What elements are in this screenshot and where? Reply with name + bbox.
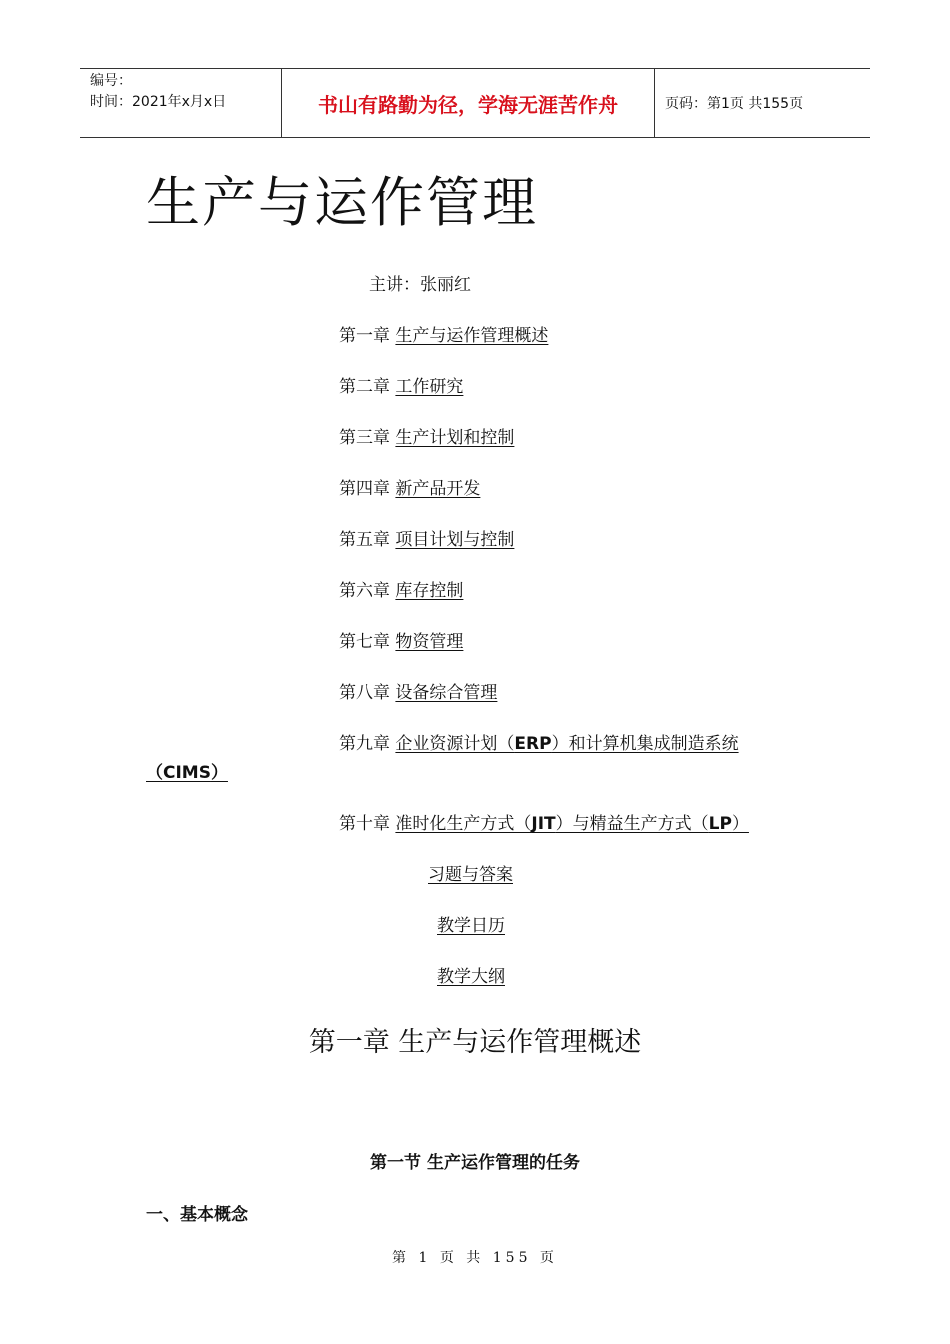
toc-link[interactable]: 库存控制: [395, 581, 464, 601]
toc-item-9-continuation[interactable]: [146, 762, 228, 784]
toc-chapter-number: 第六章: [339, 581, 390, 601]
time-label: 时间：2021年x月x日: [90, 94, 227, 110]
toc-link[interactable]: 项目计划与控制: [395, 530, 515, 550]
toc-item-1[interactable]: [339, 325, 548, 347]
toc-link[interactable]: 新产品开发: [395, 479, 481, 499]
chapter-heading: 第一章 生产与运作管理概述: [308, 1027, 642, 1058]
extra-link-exercises[interactable]: [428, 864, 513, 886]
toc-link[interactable]: 生产计划和控制: [395, 428, 515, 448]
toc-chapter-number: 第七章: [339, 632, 390, 652]
toc-chapter-number: 第二章: [339, 377, 390, 397]
toc-link[interactable]: 工作研究: [395, 377, 464, 397]
header-motto: 书山有路勤为径，学海无涯苦作舟: [281, 69, 655, 137]
header-page-info: 页码：第1页 共155页: [665, 96, 804, 112]
toc-item-8[interactable]: [339, 682, 497, 704]
toc-link[interactable]: 物资管理: [395, 632, 464, 652]
toc-item-5[interactable]: [339, 529, 514, 551]
subsection-heading: 一、基本概念: [146, 1205, 248, 1225]
toc-item-2[interactable]: [339, 376, 463, 398]
toc-chapter-number: 第八章: [339, 683, 390, 703]
toc-chapter-number: 第一章: [339, 326, 390, 346]
page-header: [80, 68, 870, 138]
toc-item-9[interactable]: [339, 733, 739, 755]
toc-item-7[interactable]: [339, 631, 463, 653]
extra-link-label[interactable]: 教学日历: [437, 916, 505, 936]
toc-item-4[interactable]: [339, 478, 480, 500]
section-heading: 第一节 生产运作管理的任务: [370, 1153, 580, 1173]
toc-link-continuation[interactable]: （CIMS）: [146, 763, 228, 783]
toc-link[interactable]: 准时化生产方式（JIT）与精益生产方式（LP）: [395, 814, 749, 834]
extra-link-label[interactable]: 习题与答案: [428, 865, 513, 885]
toc-chapter-number: 第四章: [339, 479, 390, 499]
toc-chapter-number: 第九章: [339, 734, 390, 754]
toc-link[interactable]: 生产与运作管理概述: [395, 326, 549, 346]
document-title: 生产与运作管理: [146, 171, 538, 234]
lecturer: 主讲：张丽红: [369, 275, 471, 295]
extra-link-calendar[interactable]: [437, 915, 505, 937]
toc-item-3[interactable]: [339, 427, 514, 449]
toc-link[interactable]: 设备综合管理: [395, 683, 498, 703]
page-footer: 第 1 页 共 155 页: [392, 1250, 558, 1266]
toc-chapter-number: 第三章: [339, 428, 390, 448]
header-meta: [80, 69, 281, 137]
extra-link-label[interactable]: 教学大纲: [437, 967, 505, 987]
extra-link-syllabus[interactable]: [437, 966, 505, 988]
code-label: 编号：: [90, 73, 132, 89]
toc-chapter-number: 第十章: [339, 814, 390, 834]
toc-chapter-number: 第五章: [339, 530, 390, 550]
toc-link[interactable]: 企业资源计划（ERP）和计算机集成制造系统: [395, 734, 739, 754]
toc-item-6[interactable]: [339, 580, 463, 602]
toc-item-10[interactable]: [339, 813, 749, 835]
